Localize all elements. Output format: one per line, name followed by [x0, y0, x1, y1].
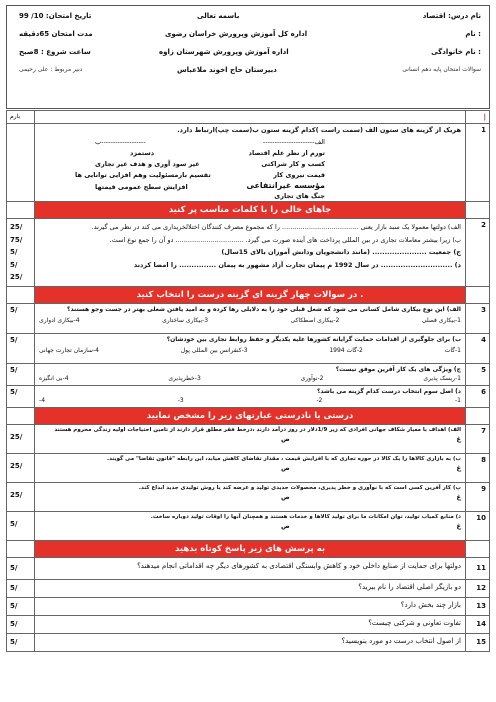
true-mark[interactable]: ص [281, 521, 290, 530]
option[interactable]: 1-بیکاری فصلی [421, 316, 461, 324]
question-14-text: تفاوت تعاونی و شرکتی چیست؟ [35, 615, 466, 633]
question-score: 5/ [7, 333, 35, 363]
option[interactable]: 3- [177, 396, 184, 404]
question-row [7, 453, 490, 482]
teacher-name: دبیر مربوط : علی رحیمی [19, 66, 83, 73]
option[interactable]: 2-نوآوری [300, 374, 324, 382]
column-a-item: جنگ های تجاری [274, 192, 325, 200]
question-7-text: الف) اهداف با معیار شکاف جهانی افرادی که زیر 1/9دلار در روز درآمد دارند ،درخط فقر مطلق قرار دارند از تامین احتیاجات اولیه زندگی محروم هستند [54, 426, 461, 433]
question-number: 7 [466, 424, 490, 453]
question-score: 5/ [7, 615, 35, 633]
option[interactable]: 4-بی انگیزه [39, 374, 69, 382]
exam-date: تاریخ امتحان: 10/ 99 [19, 12, 92, 20]
question-score: 25/ [7, 453, 35, 482]
column-a-item: کسب و کار شراکتی [261, 160, 325, 168]
option[interactable]: 2-بیکاری اصطکاکی [290, 316, 340, 324]
question-1-title: هریک از گزینه های ستون الف (سمت راست )کدام گزینه ستون ب(سمت چپ)ارتباط دارد. [177, 126, 461, 134]
header-number-cell: | [466, 111, 490, 124]
column-a-item: قیمت نیروی کار [273, 171, 325, 179]
question-row [7, 424, 490, 453]
banner-blank [466, 286, 490, 303]
question-9-text: پ) کار آفرین کسی است که با نوآوری و خطر پذیری، محصولات جدیدی تولید و عرضه کند یا روش تولیدی جدید ابداع کند. [138, 484, 461, 491]
question-number: 8 [466, 453, 490, 482]
question-2-body [35, 219, 466, 287]
false-mark[interactable]: غ [456, 492, 461, 501]
option[interactable]: 4-بیکاری ادواری [39, 316, 80, 324]
true-false-marks [281, 493, 461, 501]
start-time: ساعت شروع : 8صبح [19, 48, 91, 56]
column-b-item: افزایش سطح عمومی قیمتها [95, 183, 188, 191]
question-12-text: دو بازیگر اصلی اقتصاد را نام ببرید؟ [35, 579, 466, 597]
part-score: 25/ [10, 273, 23, 281]
exam-header [6, 5, 490, 109]
section-banner [7, 202, 490, 219]
column-b-item: دستمزد [130, 149, 155, 157]
question-6-text: د) اصل سوم انتخاب درست کدام گزینه می باشد؟ [316, 387, 461, 395]
option[interactable]: 3-خطرپذیری [168, 374, 201, 382]
question-score [7, 124, 35, 202]
true-false-marks [281, 435, 461, 443]
score-column-header: بارم [7, 111, 35, 124]
question-number: 14 [466, 615, 490, 633]
education-dept: اداره کل آموزش وپرورش خراسان رضوی [165, 30, 308, 38]
question-row [7, 385, 490, 407]
question-score: 5/ [7, 633, 35, 651]
header-blank [35, 111, 466, 124]
banner-blank [466, 407, 490, 424]
part-score: 5/ [10, 248, 18, 256]
table-header-row [7, 111, 490, 124]
option[interactable]: 2- [316, 396, 323, 404]
option[interactable]: 1-ریسک پذیری [423, 374, 461, 382]
question-number: 1 [466, 124, 490, 202]
family-name-field: نام خانوادگی : [431, 48, 481, 56]
name-field: نام : [465, 30, 481, 38]
banner-blank [7, 202, 35, 219]
option[interactable]: 3-کنفرانس بین المللی پول [180, 346, 248, 354]
options-row [39, 317, 461, 324]
banner-blank [7, 407, 35, 424]
column-a-item: تورم از نظر علم اقتصاد [248, 149, 325, 157]
true-mark[interactable]: ص [281, 434, 290, 443]
question-score: 25/ [7, 482, 35, 511]
question-score: 25/ [7, 424, 35, 453]
question-score: 5/ [7, 511, 35, 540]
option[interactable]: 4-سازمان تجارت جهانی [39, 346, 99, 354]
question-4-text: ب) برای جلوگیری از اقدامات حمایت گرایانه کشورها علیه یکدیگر و حفظ روابط تجاری بین خودشان؟ [166, 335, 461, 343]
question-9-body [35, 482, 466, 511]
option[interactable]: 3-بیکاری ساختاری [162, 316, 209, 324]
options-row [39, 347, 461, 354]
class-info: سوالات امتحان پایه دهم انسانی [402, 66, 481, 73]
false-mark[interactable]: غ [456, 521, 461, 530]
part-score: 25/ [10, 223, 23, 231]
question-number: 3 [466, 303, 490, 333]
question-score: 5/ [7, 557, 35, 579]
question-row [7, 597, 490, 615]
true-mark[interactable]: ص [281, 463, 290, 472]
banner-blank [466, 202, 490, 219]
question-1-body [35, 124, 466, 202]
option[interactable]: 4- [39, 396, 46, 404]
options-row [39, 375, 461, 382]
column-b-label: -------------------ب [95, 138, 146, 146]
question-score: 5/ [7, 363, 35, 385]
question-number: 12 [466, 579, 490, 597]
blank-b: ب) زیرا بیشتر معاملات تجاری در بین المللی پرداخت های آینده صورت می گیرد. ................................. دو آن را جمع نوع است. [109, 235, 461, 244]
option[interactable]: 2-گات 1994 [329, 346, 363, 354]
section-banner [7, 286, 490, 303]
part-score: 5/ [10, 260, 18, 269]
question-row [7, 482, 490, 511]
school-name: دبیرستان حاج اخوند ملاعباس [177, 66, 277, 74]
question-row [7, 219, 490, 287]
subject-field: نام درس: اقتصاد [422, 12, 481, 20]
question-score: 5/ [7, 385, 35, 407]
option[interactable]: 1- [455, 396, 461, 404]
false-mark[interactable]: غ [456, 463, 461, 472]
question-11-text: دولتها برای حمایت از صنایع داخلی خود و کاهش وابستگی اقتصادی به کشورهای دیگر چه اقداماتی انجام میدهند؟ [35, 557, 466, 579]
option[interactable]: 1-گات [444, 346, 461, 354]
question-6-body [35, 385, 466, 407]
blank-c: ج) جمعیت ...................... (مانند دانشجویان ودانش آموزان بالای 15سال) [221, 248, 461, 256]
section-title-fill-blanks: جاهای خالی را با کلمات مناسب پر کنید [35, 202, 466, 219]
question-10-text: د) منابع کمیاب تولید، توان امکانات ما برای تولید کالاها و خدمات هستند و همچنان آنها را اوقات تولید دوباره ساخت. [150, 513, 461, 520]
banner-blank [7, 540, 35, 557]
question-row [7, 333, 490, 363]
question-number: 5 [466, 363, 490, 385]
question-number: 4 [466, 333, 490, 363]
question-scores [7, 219, 35, 287]
question-number: 13 [466, 597, 490, 615]
bismillah: باسمه تعالی [197, 12, 240, 20]
section-title-short-answer: به پرسش های زیر پاسخ کوتاه بدهید [35, 540, 466, 557]
question-row [7, 363, 490, 385]
question-number: 2 [466, 219, 490, 287]
blank-d: د) ............................. در سال 1992 م پیمان تجارت آزاد مشهور به پیمان ............... را امضا کردند [133, 260, 461, 269]
question-row [7, 579, 490, 597]
blank-a: الف) دولتها معمولا یک سبد بازار یعنی ..................................... را که مجموع مصرف کنندگان اختلالخریداری می کند در نظر می گیرند. [91, 223, 461, 231]
question-row [7, 124, 490, 202]
true-false-marks [281, 464, 461, 472]
question-number: 15 [466, 633, 490, 651]
education-office: اداره آموزش وپرورش شهرستان زاوه [159, 48, 289, 56]
question-number: 6 [466, 385, 490, 407]
true-mark[interactable]: ص [281, 492, 290, 501]
question-5-body [35, 363, 466, 385]
false-mark[interactable]: غ [456, 434, 461, 443]
question-number: 11 [466, 557, 490, 579]
question-7-body [35, 424, 466, 453]
question-row [7, 303, 490, 333]
question-13-text: بازار چند بخش دارد؟ [35, 597, 466, 615]
question-3-text: الف) این نوع بیکاری شامل کسانی می شود که شغل قبلی خود را به دلایلی رها کرده و به امید یافتن شغلی بهتر در جست وجو هستند؟ [67, 305, 461, 313]
question-4-body [35, 333, 466, 363]
question-8-text: ب) به بازاری کالاها را یک کالا در حوزه تجاری که با افزایش قیمت ، مقدار تقاضای کاهش میابد، این رابطه "قانون تقاضا" می گویند. [107, 455, 461, 462]
question-8-body [35, 453, 466, 482]
column-b-item: غیر سود آوری و هدف غیر تجاری [95, 160, 200, 168]
questions-table [6, 110, 490, 652]
question-score: 5/ [7, 597, 35, 615]
question-3-body [35, 303, 466, 333]
question-row [7, 511, 490, 540]
column-a-label: الف---------------------- [262, 138, 325, 146]
question-row [7, 557, 490, 579]
question-number: 10 [466, 511, 490, 540]
question-5-text: ج) ویژگی های یک کار آفرین موفق نیست؟ [335, 365, 461, 373]
section-banner [7, 407, 490, 424]
section-banner [7, 540, 490, 557]
true-false-marks [281, 522, 461, 530]
question-number: 9 [466, 482, 490, 511]
section-title-true-false: درستی یا نادرستی عبارتهای زیر را مشخص نمایید [35, 407, 466, 424]
exam-duration: مدت امتحان 65دقیقه [19, 30, 93, 38]
question-row [7, 615, 490, 633]
part-score: 75/ [10, 235, 23, 244]
question-15-text: از اصول انتخاب درست دو مورد بنویسید؟ [35, 633, 466, 651]
banner-blank [466, 540, 490, 557]
question-row [7, 633, 490, 651]
column-a-item: مؤسسه غیرانتفاعی [246, 181, 325, 190]
section-title-multiple-choice: در سوالات چهار گزینه ای گزینه درست را انتخاب کنید . [35, 286, 466, 303]
banner-blank [7, 286, 35, 303]
column-b-item: تقسیم بارمسئولیت وهم افزایی توانایی ها [75, 171, 211, 179]
question-score: 5/ [7, 579, 35, 597]
options-row [39, 397, 461, 404]
question-10-body [35, 511, 466, 540]
question-score: 5/ [7, 303, 35, 333]
